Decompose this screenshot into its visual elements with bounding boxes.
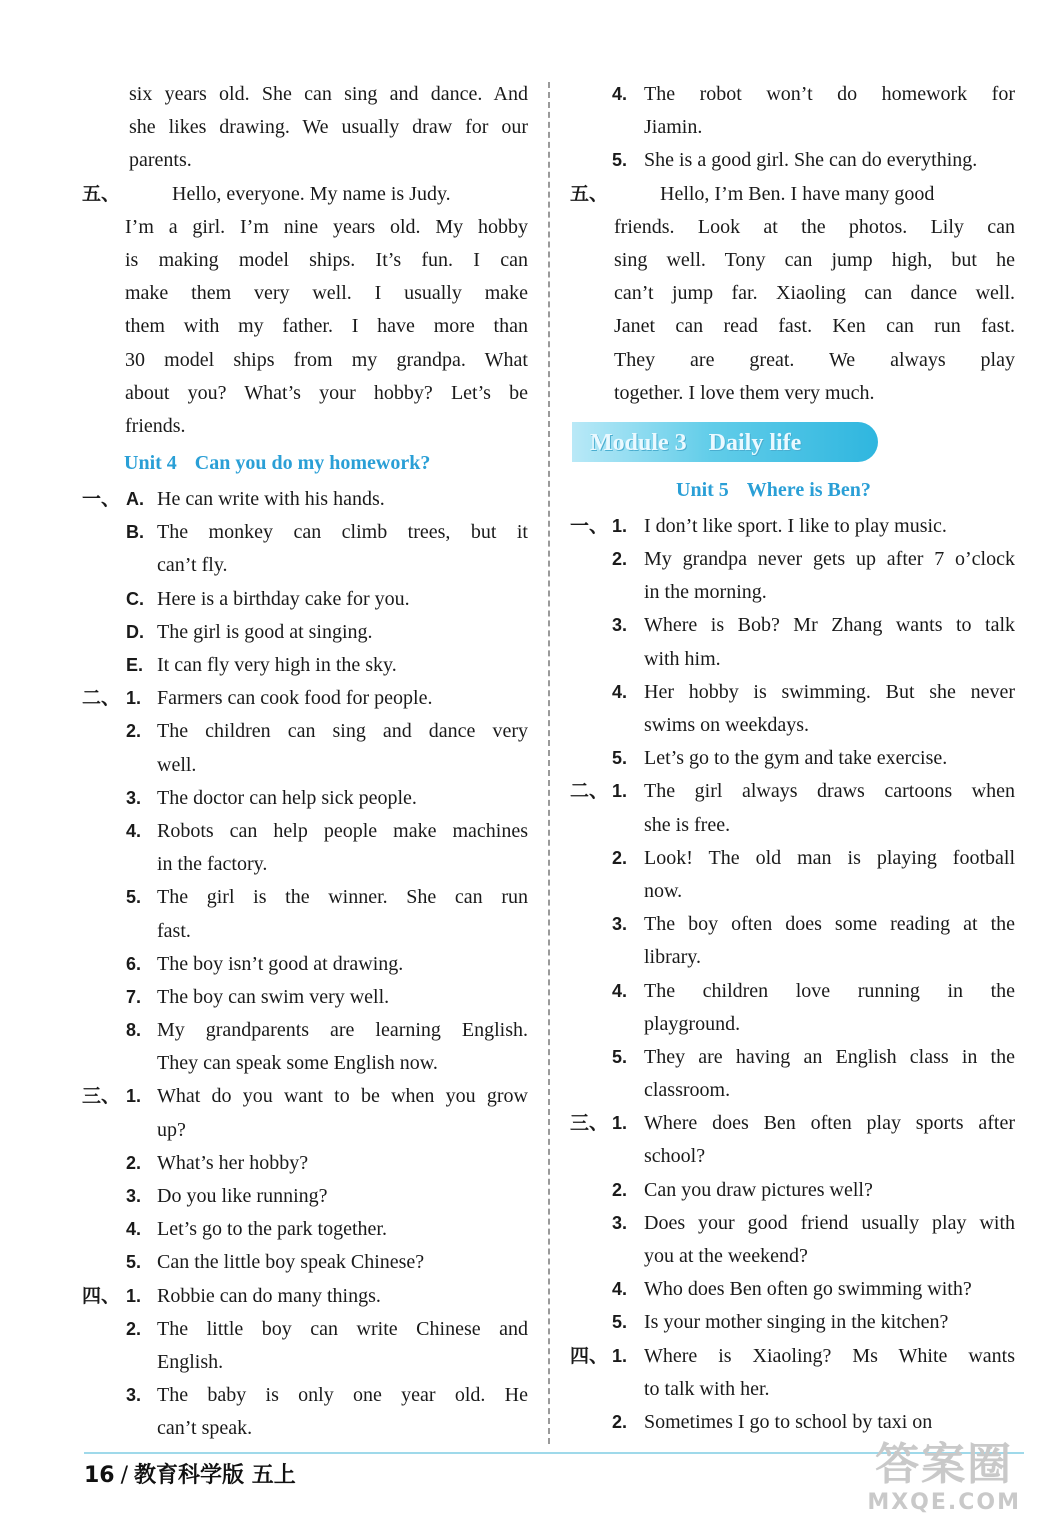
line-text: Can you draw pictures well? — [644, 1178, 873, 1201]
answer-line — [570, 775, 1015, 808]
line-text: up? — [157, 1118, 186, 1141]
answer-line — [570, 543, 1015, 576]
item-number: 1. — [126, 1285, 142, 1306]
answer-line — [570, 78, 1015, 111]
item-number: 8. — [126, 1020, 142, 1041]
line-text: to talk with her. — [644, 1377, 770, 1400]
passage-line — [82, 310, 528, 343]
answer-line — [570, 676, 1015, 709]
line-text: The little boy can write Chinese and — [157, 1317, 528, 1340]
passage-line — [570, 244, 1015, 277]
answer-line — [570, 1273, 1015, 1306]
line-text: Where does Ben often play sports after — [644, 1112, 1015, 1135]
answer-line — [570, 643, 1015, 676]
section-marker: 一、 — [570, 515, 609, 537]
unit-heading — [82, 443, 528, 483]
section-marker: 五、 — [570, 183, 609, 205]
answer-line — [82, 749, 528, 782]
answer-line — [570, 1107, 1015, 1140]
line-text: she likes drawing. We usually draw for our — [129, 116, 528, 139]
line-text: about you? What’s your hobby? Let’s be — [125, 381, 528, 404]
answer-line — [82, 649, 528, 682]
line-text: Can the little boy speak Chinese? — [157, 1251, 425, 1274]
line-text: in the morning. — [644, 581, 767, 604]
item-number: 6. — [126, 953, 142, 974]
passage-line — [570, 310, 1015, 343]
line-text: Sometimes I go to school by taxi on — [644, 1410, 933, 1433]
answer-line — [570, 609, 1015, 642]
line-text: The girl is the winner. She can run — [157, 886, 528, 909]
line-text: They are having an English class in the — [644, 1045, 1015, 1068]
line-text: He can write with his hands. — [157, 488, 385, 511]
answer-line — [570, 1340, 1015, 1373]
line-text: The children love running in the — [644, 979, 1015, 1002]
item-number: 5. — [126, 887, 142, 908]
item-number: 4. — [612, 681, 628, 702]
line-text: Hello, I’m Ben. I have many good — [660, 182, 935, 205]
line-text: The boy can swim very well. — [157, 985, 390, 1008]
line-text: I don’t like sport. I like to play music. — [644, 514, 947, 537]
passage-line — [82, 277, 528, 310]
line-text: friends. Look at the photos. Lily can — [614, 215, 1015, 238]
item-number: 2. — [126, 1318, 142, 1339]
item-number: 3. — [612, 615, 628, 636]
line-text: Is your mother singing in the kitchen? — [644, 1311, 949, 1334]
answer-line — [570, 1406, 1015, 1439]
line-text: library. — [644, 946, 702, 969]
answer-line — [82, 881, 528, 914]
item-number: 3. — [126, 1385, 142, 1406]
unit-heading — [570, 470, 1015, 510]
line-text: My grandparents are learning English. — [157, 1019, 528, 1042]
column-divider — [548, 82, 550, 1444]
answer-line — [82, 483, 528, 516]
answer-line — [570, 144, 1015, 177]
page-number: 16 — [84, 1463, 115, 1488]
footer-slash: / — [120, 1463, 129, 1488]
section-marker: 三、 — [570, 1113, 609, 1135]
item-number: A. — [126, 489, 144, 510]
unit-label: Unit 5 — [676, 478, 729, 501]
item-number: 1. — [612, 1345, 628, 1366]
line-text: Look! The old man is playing football — [644, 846, 1015, 869]
passage-line — [82, 244, 528, 277]
answer-line — [570, 111, 1015, 144]
passage-line — [570, 277, 1015, 310]
line-text: Here is a birthday cake for you. — [157, 587, 410, 610]
line-text: The monkey can climb trees, but it — [157, 521, 528, 544]
line-text: Let’s go to the gym and take exercise. — [644, 747, 948, 770]
answer-line — [82, 583, 528, 616]
passage-line — [82, 211, 528, 244]
answer-line — [82, 549, 528, 582]
answer-line — [82, 1047, 528, 1080]
line-text: Hello, everyone. My name is Judy. — [172, 182, 451, 205]
section-marker: 二、 — [570, 781, 609, 803]
item-number: 1. — [612, 1113, 628, 1134]
item-number: 3. — [126, 787, 142, 808]
item-number: 4. — [612, 1279, 628, 1300]
line-text: classroom. — [644, 1079, 731, 1102]
line-text: Her hobby is swimming. But she never — [644, 680, 1015, 703]
line-text: Robbie can do many things. — [157, 1284, 381, 1307]
answer-line — [82, 682, 528, 715]
line-text: sing well. Tony can jump high, but he — [614, 248, 1015, 271]
answer-line — [82, 915, 528, 948]
answer-line — [82, 1379, 528, 1412]
answer-line — [570, 742, 1015, 775]
item-number: 2. — [612, 1179, 628, 1200]
answer-line — [570, 1008, 1015, 1041]
passage-line — [570, 344, 1015, 377]
passage-line — [82, 344, 528, 377]
item-number: 2. — [126, 1152, 142, 1173]
answer-line — [82, 1313, 528, 1346]
answer-line — [570, 1074, 1015, 1107]
item-number: 2. — [612, 847, 628, 868]
item-number: C. — [126, 588, 144, 609]
passage-line — [82, 178, 528, 211]
answer-line — [570, 1240, 1015, 1273]
item-number: 1. — [612, 515, 628, 536]
answer-line — [570, 809, 1015, 842]
watermark-logo: 答案圈 — [875, 1439, 1014, 1490]
line-text: What’s her hobby? — [157, 1151, 309, 1174]
line-text: The baby is only one year old. He — [157, 1384, 528, 1407]
section-marker: 二、 — [82, 688, 121, 710]
item-number: 1. — [126, 688, 142, 709]
section-marker: 四、 — [82, 1285, 121, 1307]
answer-line — [82, 1080, 528, 1113]
answer-line — [570, 1140, 1015, 1173]
item-number: 2. — [612, 549, 628, 570]
line-text: friends. — [125, 414, 186, 437]
line-text: Do you like running? — [157, 1185, 328, 1207]
answer-line — [82, 616, 528, 649]
item-number: 3. — [612, 1212, 628, 1233]
line-text: with him. — [644, 647, 721, 670]
answer-line — [570, 510, 1015, 543]
unit-title: Where is Ben? — [746, 478, 871, 501]
intro-line — [82, 144, 528, 177]
section-marker: 一、 — [82, 489, 121, 511]
answer-line — [570, 842, 1015, 875]
page-footer — [84, 1458, 296, 1489]
line-text: Robots can help people make machines — [157, 819, 528, 842]
module-heading — [590, 420, 801, 466]
answer-line — [570, 1041, 1015, 1074]
item-number: 4. — [612, 84, 628, 104]
answer-line — [570, 1373, 1015, 1406]
item-number: B. — [126, 522, 144, 543]
line-text: It can fly very high in the sky. — [157, 654, 397, 676]
line-text: together. I love them very much. — [614, 381, 875, 404]
item-number: 5. — [612, 748, 628, 769]
line-text: she is free. — [644, 813, 731, 836]
line-text: They can speak some English now. — [157, 1052, 438, 1075]
line-text: you at the weekend? — [644, 1245, 808, 1267]
line-text: 30 model ships from my grandpa. What — [125, 348, 528, 371]
left-column — [82, 78, 528, 1446]
watermark — [867, 1440, 1021, 1516]
line-text: Does your good friend usually play with — [644, 1211, 1015, 1234]
answer-line — [570, 1306, 1015, 1339]
answer-line — [570, 908, 1015, 941]
watermark-url: MXQE.COM — [867, 1490, 1021, 1515]
item-number: 5. — [612, 1046, 628, 1067]
line-text: The robot won’t do homework for — [644, 83, 1015, 105]
passage-line — [570, 178, 1015, 211]
line-text: Jiamin. — [644, 116, 703, 139]
line-text: can’t speak. — [157, 1417, 253, 1440]
answer-line — [570, 1207, 1015, 1240]
module-title: Daily life — [708, 429, 802, 456]
answer-line — [82, 815, 528, 848]
line-text: Farmers can cook food for people. — [157, 687, 433, 710]
line-text: The boy isn’t good at drawing. — [157, 952, 404, 975]
answer-line — [570, 975, 1015, 1008]
answer-line — [82, 1246, 528, 1279]
line-text: swims on weekdays. — [644, 714, 809, 736]
line-text: She is a good girl. She can do everything. — [644, 149, 978, 172]
item-number: 1. — [126, 1086, 142, 1107]
item-number: 4. — [126, 1219, 142, 1240]
line-text: them with my father. I have more than — [125, 315, 528, 338]
intro-line — [82, 78, 528, 111]
answer-line — [82, 1213, 528, 1246]
line-text: English. — [157, 1350, 224, 1373]
answer-line — [82, 848, 528, 881]
answer-line — [82, 981, 528, 1014]
answer-line — [82, 782, 528, 815]
answer-line — [82, 1280, 528, 1313]
line-text: now. — [644, 879, 683, 902]
answer-line — [82, 1180, 528, 1213]
item-number: 4. — [126, 820, 142, 841]
answer-line — [82, 1346, 528, 1379]
section-marker: 四、 — [570, 1345, 609, 1367]
item-number: 7. — [126, 986, 142, 1007]
module-label: Module 3 — [590, 429, 687, 456]
line-text: playground. — [644, 1012, 741, 1035]
answer-line — [82, 1014, 528, 1047]
line-text: Who does Ben often go swimming with? — [644, 1278, 972, 1301]
answer-line — [570, 941, 1015, 974]
line-text: in the factory. — [157, 853, 268, 876]
item-number: 5. — [126, 1252, 142, 1273]
item-number: 2. — [612, 1411, 628, 1432]
item-number: 5. — [612, 1312, 628, 1333]
passage-line — [570, 377, 1015, 410]
line-text: school? — [644, 1145, 706, 1168]
answer-line — [82, 715, 528, 748]
answer-line — [82, 1147, 528, 1180]
line-text: can’t jump far. Xiaoling can dance well. — [614, 282, 1015, 305]
section-marker: 五、 — [82, 183, 121, 205]
line-text: six years old. She can sing and dance. And — [129, 83, 528, 105]
module-banner — [570, 420, 1015, 466]
item-number: 3. — [612, 914, 628, 935]
answer-line — [82, 1114, 528, 1147]
answer-line — [570, 709, 1015, 742]
passage-line — [82, 377, 528, 410]
item-number: 4. — [612, 980, 628, 1001]
item-number: 3. — [126, 1186, 142, 1206]
unit-title: Can you do my homework? — [194, 452, 431, 475]
item-number: E. — [126, 655, 144, 675]
line-text: They are great. We always play — [614, 348, 1015, 371]
line-text: The girl is good at singing. — [157, 620, 373, 643]
answer-line — [82, 1412, 528, 1445]
item-number: 5. — [612, 150, 628, 171]
line-text: make them very well. I usually make — [125, 282, 528, 305]
item-number: 1. — [612, 781, 628, 802]
answer-line — [82, 948, 528, 981]
answer-line — [82, 516, 528, 549]
line-text: The boy often does some reading at the — [644, 913, 1015, 936]
line-text: I’m a girl. I’m nine years old. My hobby — [125, 215, 528, 238]
line-text: Janet can read fast. Ken can run fast. — [614, 315, 1015, 338]
line-text: can’t fly. — [157, 554, 228, 577]
answer-line — [570, 875, 1015, 908]
line-text: Where is Xiaoling? Ms White wants — [644, 1344, 1015, 1367]
answer-line — [570, 1174, 1015, 1207]
item-number: 2. — [126, 721, 142, 742]
unit-label: Unit 4 — [124, 452, 177, 475]
answer-line — [570, 576, 1015, 609]
line-text: The doctor can help sick people. — [157, 786, 417, 809]
line-text: The children can sing and dance very — [157, 720, 528, 743]
line-text: Let’s go to the park together. — [157, 1218, 387, 1241]
line-text: The girl always draws cartoons when — [644, 780, 1015, 803]
passage-line — [570, 211, 1015, 244]
passage-line — [82, 410, 528, 443]
line-text: Where is Bob? Mr Zhang wants to talk — [644, 614, 1015, 637]
line-text: well. — [157, 753, 197, 776]
intro-line — [82, 111, 528, 144]
line-text: My grandpa never gets up after 7 o’clock — [644, 548, 1015, 571]
line-text: What do you want to be when you grow — [157, 1085, 528, 1108]
section-marker: 三、 — [82, 1086, 121, 1108]
right-column — [570, 78, 1015, 1439]
line-text: parents. — [129, 149, 192, 172]
book-edition: 教育科学版 五上 — [134, 1463, 296, 1488]
line-text: fast. — [157, 919, 191, 942]
line-text: is making model ships. It’s fun. I can — [125, 248, 528, 271]
item-number: D. — [126, 621, 144, 642]
